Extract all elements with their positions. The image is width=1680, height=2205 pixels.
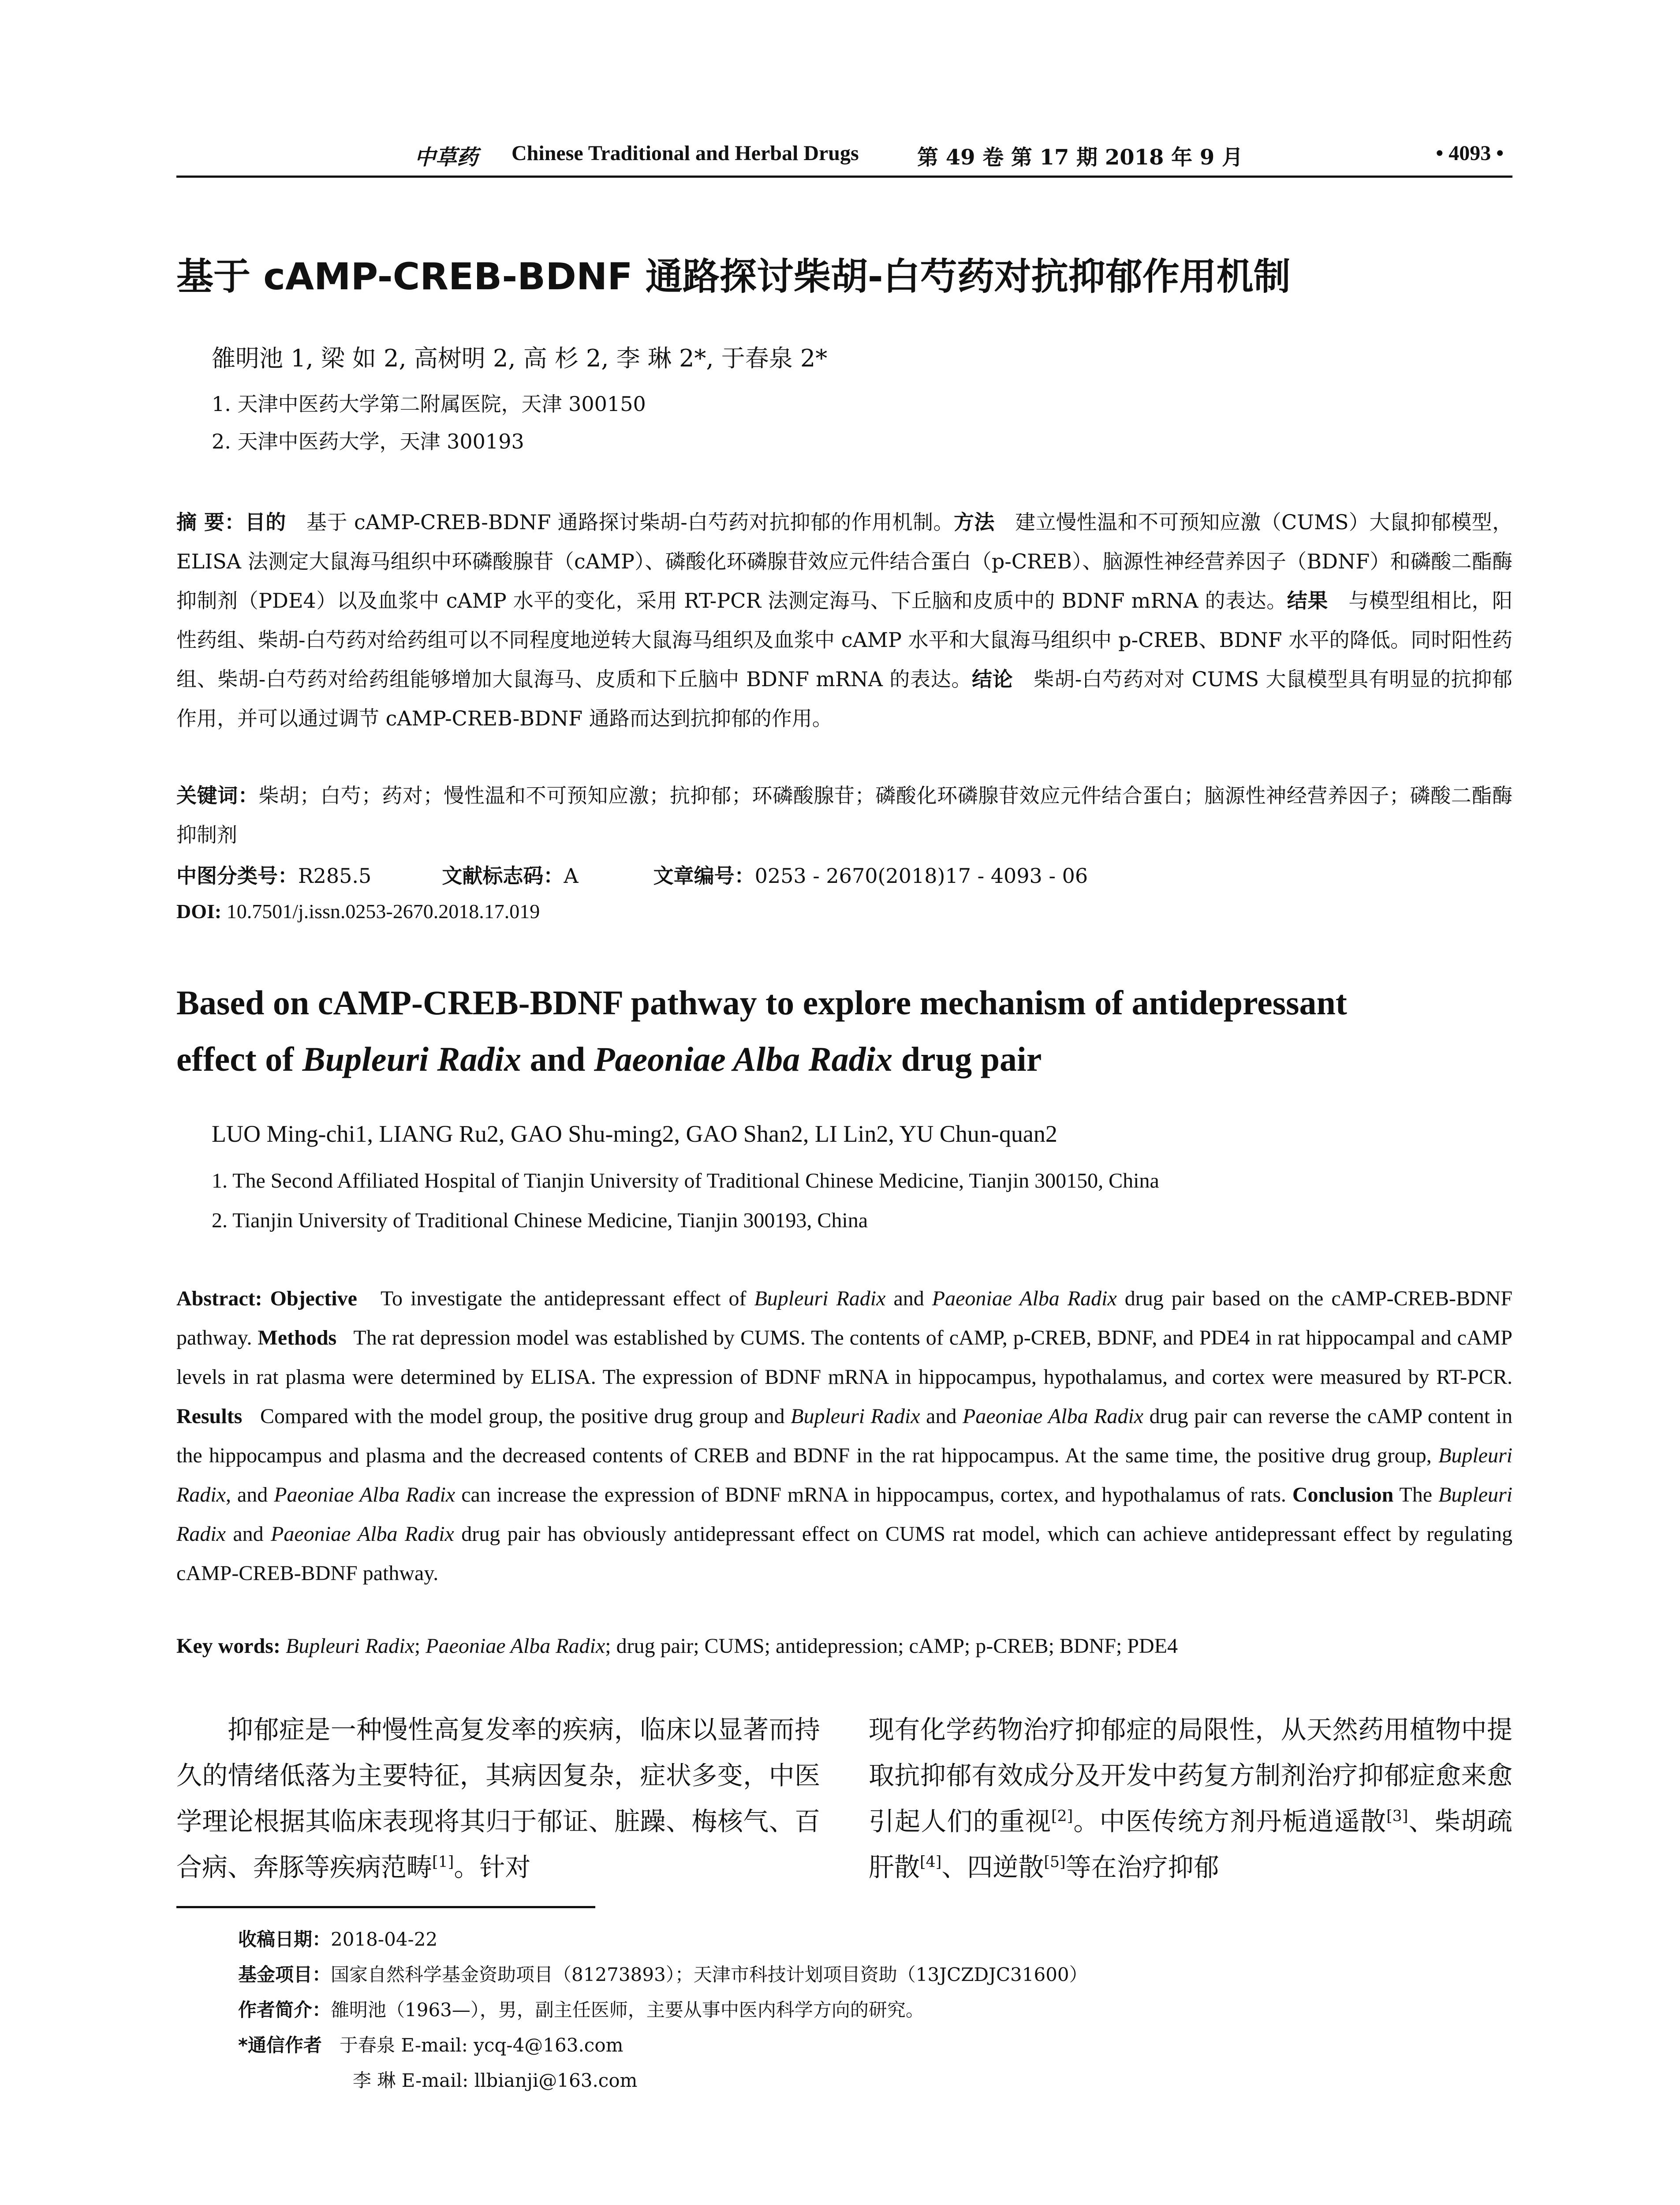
body-column-left <box>176 1707 820 1890</box>
title-en-part: effect of <box>176 1040 302 1078</box>
abstract-label: 摘 要： <box>176 510 245 534</box>
article-no-value: 0253 - 2670(2018)17 - 4093 - 06 <box>754 864 1088 888</box>
body-text: 。中医传统方剂丹栀逍遥散 <box>1073 1806 1387 1836</box>
abstract-en-text: Compared with the model group, the positive drug group and <box>260 1405 791 1428</box>
herb-name: Bupleuri Radix <box>754 1287 886 1310</box>
title-en-herb1: Bupleuri Radix <box>302 1040 522 1078</box>
keyword-separator: ; <box>414 1634 426 1658</box>
objective-en-label: Objective <box>270 1287 357 1310</box>
abstract-en-text: The <box>1399 1483 1439 1506</box>
herb-name: Paeoniae Alba Radix <box>963 1405 1144 1428</box>
clc-label: 中图分类号： <box>176 864 298 888</box>
keyword: Paeoniae Alba Radix <box>426 1634 605 1658</box>
doc-code-label: 文献标志码： <box>442 864 564 888</box>
herb-name: Paeoniae Alba Radix <box>932 1287 1117 1310</box>
abstract-en-text: , and <box>225 1483 274 1506</box>
doi-label: DOI: <box>176 900 222 923</box>
footnote-bio <box>238 1996 924 2022</box>
objective-text: 基于 cAMP-CREB-BDNF 通路探讨柴胡-白芍药对抗抑郁的作用机制。 <box>306 510 954 534</box>
body-text: 抑郁症是一种慢性高复发率的疾病，临床以显著而持久的情绪低落为主要特征，其病因复杂，症状多变，中医学理论根据其临床表现将其归于郁证、脏躁、梅核气、百合病、奔豚等疾病范畴 <box>176 1715 820 1882</box>
abstract-en <box>176 1279 1512 1593</box>
footnote-label: 收稿日期： <box>238 1928 331 1950</box>
body-text: 等在治疗抑郁 <box>1065 1852 1219 1882</box>
citation: [5] <box>1044 1853 1066 1871</box>
abstract-cn <box>176 503 1512 738</box>
keyword: Bupleuri Radix <box>285 1634 414 1658</box>
keywords-label: 关键词： <box>176 784 259 807</box>
title-en-part: and <box>521 1040 594 1078</box>
abstract-en-text: drug pair has obviously antidepressant effect on CUMS rat model, which can achieve antidepressant effect by regulating cAMP-CREB-BDNF pathway. <box>176 1522 1513 1585</box>
affiliation-en-1: 1. The Second Affiliated Hospital of Tianjin University of Traditional Chinese Medicine, Tianjin 300150, China <box>212 1169 1159 1192</box>
herb-name: Bupleuri Radix <box>791 1405 920 1428</box>
citation: [1] <box>432 1853 454 1871</box>
results-en-label: Results <box>176 1405 243 1428</box>
abstract-en-label: Abstract: <box>176 1287 262 1310</box>
abstract-en-text: can increase the expression of BDNF mRNA in hippocampus, cortex, and hypothalamus of rats. <box>455 1483 1286 1506</box>
keywords-rest: ; drug pair; CUMS; antidepression; cAMP; p-CREB; BDNF; PDE4 <box>605 1634 1178 1658</box>
citation: [2] <box>1051 1807 1073 1825</box>
herb-name: Bupleuri Radix <box>176 1483 1513 1546</box>
footnote-fund <box>238 1960 1088 1987</box>
doi-value: 10.7501/j.issn.0253-2670.2018.17.019 <box>226 900 540 923</box>
methods-label: 方法 <box>953 510 995 534</box>
authors-cn: 雒明池 1, 梁 如 2, 高树明 2, 高 杉 2, 李 琳 2*, 于春泉 2* <box>212 344 828 372</box>
authors-en: LUO Ming-chi1, LIANG Ru2, GAO Shu-ming2, GAO Shan2, LI Lin2, YU Chun-quan2 <box>212 1121 1057 1147</box>
running-header <box>176 140 1512 176</box>
abstract-en-text: drug pair can reverse the cAMP content in the hippocampus and plasma and the decreased contents of CREB and BDNF in the rat hippocampus. At the same time, the positive drug group, <box>176 1405 1513 1467</box>
footnote-received <box>238 1925 437 1951</box>
footnote-label: 基金项目： <box>238 1964 331 1985</box>
footnote-label: *通信作者 <box>238 2034 322 2056</box>
affiliation-cn-1: 1. 天津中医药大学第二附属医院，天津 300150 <box>212 392 646 416</box>
title-en-herb2: Paeoniae Alba Radix <box>594 1040 893 1078</box>
affiliation-en-2: 2. Tianjin University of Traditional Chinese Medicine, Tianjin 300193, China <box>212 1209 868 1232</box>
body-text: 。针对 <box>454 1852 531 1882</box>
title-en-line1: Based on cAMP-CREB-BDNF pathway to explore mechanism of antidepressant <box>176 983 1347 1022</box>
footnote-text: 2018-04-22 <box>331 1928 438 1950</box>
page-number: • 4093 • <box>1436 142 1504 165</box>
keywords-en-label: Key words: <box>176 1634 280 1658</box>
footnote-text: 雒明池（1963—），男，副主任医师，主要从事中医内科学方向的研究。 <box>331 1999 924 2021</box>
clc-value: R285.5 <box>298 864 372 888</box>
conclusion-text: 柴胡-白芍药对对 CUMS 大鼠模型具有明显的抗抑郁作用，并可以通过调节 cAMP-CREB-BDNF 通路而达到抗抑郁的作用。 <box>176 667 1513 730</box>
herb-name: Paeoniae Alba Radix <box>274 1483 455 1506</box>
title-en <box>176 975 1512 1088</box>
conclusion-en-label: Conclusion <box>1292 1483 1394 1506</box>
classification-line <box>176 860 1088 889</box>
issue-info: 第 49 卷 第 17 期 2018 年 9 月 <box>917 145 1243 170</box>
doi-line <box>176 900 540 923</box>
footnote-correspondence <box>238 2031 623 2057</box>
doc-code-value: A <box>564 864 579 888</box>
methods-en-label: Methods <box>258 1326 337 1349</box>
article-no-label: 文章编号： <box>653 864 755 888</box>
herb-name: Paeoniae Alba Radix <box>271 1522 454 1546</box>
footnote-correspondence-2: 李 琳 E-mail: llbianji@163.com <box>353 2070 638 2091</box>
results-label: 结果 <box>1287 589 1328 613</box>
body-text: 、柴胡疏肝散 <box>869 1806 1512 1882</box>
body-column-right <box>869 1707 1512 1890</box>
title-cn: 基于 cAMP-CREB-BDNF 通路探讨柴胡-白芍药对抗抑郁作用机制 <box>176 255 1291 298</box>
abstract-en-text: and <box>920 1405 963 1428</box>
footnote-label: 作者简介： <box>238 1999 331 2021</box>
citation: [4] <box>920 1853 942 1871</box>
results-text: 与模型组相比，阳性药组、柴胡-白芍药对给药组可以不同程度地逆转大鼠海马组织及血浆中 cAMP 水平和大鼠海马组织中 p-CREB、BDNF 水平的降低。同时阳性药组、柴胡-白芍药对给药组能够增加大鼠海马、皮质和下丘脑中 BDNF mRNA 的表达。 <box>176 589 1513 691</box>
keywords-cn <box>176 776 1512 855</box>
journal-name-en: Chinese Traditional and Herbal Drugs <box>511 142 859 165</box>
methods-text: 建立慢性温和不可预知应激（CUMS）大鼠抑郁模型，ELISA 法测定大鼠海马组织中环磷酸腺苷（cAMP）、磷酸化环磷腺苷效应元件结合蛋白（p-CREB）、脑源性神经营养因子（BDNF）和磷酸二酯酶抑制剂（PDE4）以及血浆中 cAMP 水平的变化，采用 RT-PCR 法测定海马、下丘脑和皮质中的 BDNF mRNA 的表达。 <box>176 510 1513 613</box>
header-rule <box>176 176 1512 178</box>
abstract-en-text: and <box>225 1522 271 1546</box>
abstract-en-text: and <box>885 1287 932 1310</box>
conclusion-label: 结论 <box>972 667 1013 691</box>
objective-label: 目的 <box>245 510 286 534</box>
keywords-text: 柴胡；白芍；药对；慢性温和不可预知应激；抗抑郁；环磷酸腺苷；磷酸化环磷腺苷效应元件结合蛋白；脑源性神经营养因子；磷酸二酯酶抑制剂 <box>176 784 1512 847</box>
title-en-line2 <box>176 1031 1512 1088</box>
body-text: 现有化学药物治疗抑郁症的局限性，从天然药用植物中提取抗抑郁有效成分及开发中药复方制剂治疗抑郁症愈来愈引起人们的重视 <box>869 1715 1512 1836</box>
herb-name: Bupleuri Radix <box>176 1444 1512 1506</box>
affiliation-cn-2: 2. 天津中医药大学，天津 300193 <box>212 430 524 453</box>
footnote-text: 于春泉 E-mail: ycq-4@163.com <box>340 2034 623 2056</box>
abstract-en-text: The rat depression model was established by CUMS. The contents of cAMP, p-CREB, BDNF, and PDE4 in rat hippocampal and cAMP levels in rat plasma were determined by ELISA. The expression of BDNF mRNA in hippocampus, hypothalamus, and cortex were measured by RT-PCR. <box>176 1326 1513 1389</box>
footnote-rule <box>176 1906 595 1908</box>
abstract-en-text: drug pair based on the cAMP-CREB-BDNF pathway. <box>176 1287 1513 1349</box>
abstract-en-text: To investigate the antidepressant effect of <box>381 1287 754 1310</box>
footnote-text: 国家自然科学基金资助项目（81273893）；天津市科技计划项目资助（13JCZDJC31600） <box>331 1964 1088 1985</box>
citation: [3] <box>1386 1807 1408 1825</box>
title-en-part: drug pair <box>892 1040 1042 1078</box>
body-text: 、四逆散 <box>941 1852 1044 1882</box>
keywords-en <box>176 1634 1178 1658</box>
journal-name-cn: 中草药 <box>414 145 478 170</box>
